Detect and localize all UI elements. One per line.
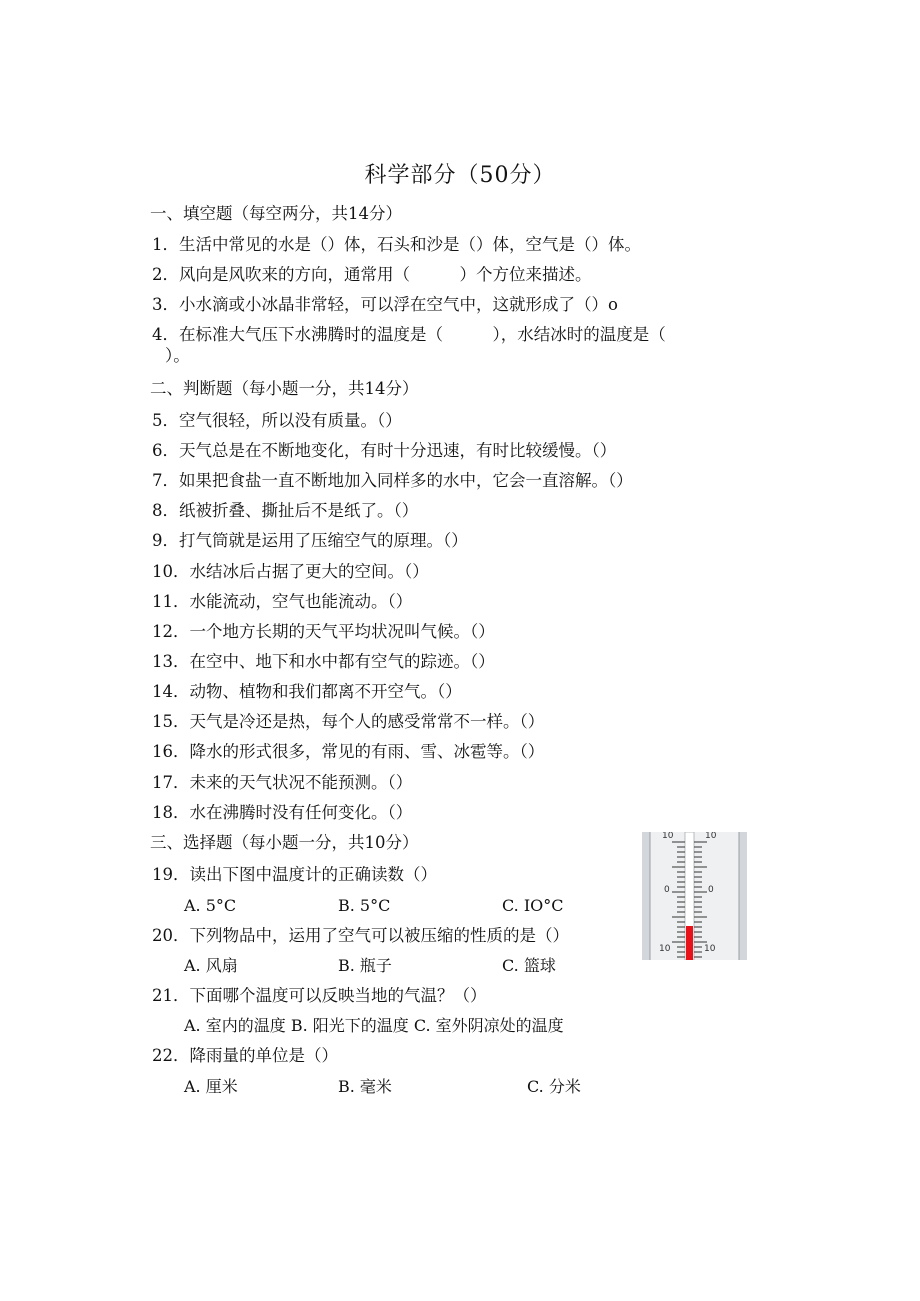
- section-heading-judge: 二、判断题（每小题一分，共14分）: [150, 379, 419, 398]
- question-17: 17．未来的天气状况不能预测。（）: [152, 773, 413, 792]
- option-20-a: A. 风扇: [184, 956, 238, 975]
- question-16: 16．降水的形式很多，常见的有雨、雪、冰雹等。（）: [152, 742, 545, 761]
- question-10: 10．水结冰后占据了更大的空间。（）: [152, 562, 429, 581]
- thermometer-figure: [642, 832, 747, 960]
- section-heading-choice: 三、选择题（每小题一分，共10分）: [150, 833, 419, 852]
- option-19-c: C. IO°C: [502, 896, 564, 915]
- question-7: 7．如果把食盐一直不断地加入同样多的水中，它会一直溶解。（）: [152, 471, 633, 490]
- question-18: 18．水在沸腾时没有任何变化。（）: [152, 803, 413, 822]
- question-2: 2．风向是风吹来的方向，通常用（ ）个方位来描述。: [152, 265, 592, 284]
- option-20-c: C. 篮球: [502, 956, 556, 975]
- option-22-b: B. 毫米: [338, 1077, 392, 1096]
- thermo-label-top: 10: [662, 832, 674, 841]
- option-22-a: A. 厘米: [184, 1077, 238, 1096]
- question-21: 21．下面哪个温度可以反映当地的气温？（）: [152, 986, 487, 1005]
- thermo-label-bottom-right: 10: [704, 944, 716, 954]
- question-1: 1．生活中常见的水是（）体，石头和沙是（）体，空气是（）体。: [152, 235, 641, 254]
- thermo-label-bottom: 10: [659, 944, 671, 954]
- question-12: 12．一个地方长期的天气平均状况叫气候。（）: [152, 622, 495, 641]
- section-heading-fill: 一、填空题（每空两分，共14分）: [150, 204, 402, 223]
- question-8: 8．纸被折叠、撕扯后不是纸了。（）: [152, 501, 419, 520]
- question-5: 5．空气很轻，所以没有质量。（）: [152, 411, 402, 430]
- question-19: 19．读出下图中温度计的正确读数（）: [152, 865, 437, 884]
- question-9: 9．打气筒就是运用了压缩空气的原理。（）: [152, 531, 468, 550]
- option-19-b: B. 5°C: [338, 896, 391, 915]
- thermo-label-top-right: 10: [705, 832, 717, 841]
- thermo-label-zero-right: 0: [708, 885, 714, 895]
- question-4: 4．在标准大气压下水沸腾时的温度是（ ），水结冰时的温度是（: [152, 325, 666, 344]
- option-19-a: A. 5°C: [184, 896, 237, 915]
- thermo-label-zero: 0: [664, 885, 670, 895]
- page-title: 科学部分（50分）: [364, 163, 556, 188]
- question-4-cont: ）。: [165, 346, 190, 365]
- question-13: 13．在空中、地下和水中都有空气的踪迹。（）: [152, 652, 495, 671]
- question-14: 14．动物、植物和我们都离不开空气。（）: [152, 682, 462, 701]
- question-11: 11．水能流动，空气也能流动。（）: [152, 592, 413, 611]
- option-22-c: C. 分米: [527, 1077, 581, 1096]
- question-3: 3．小水滴或小冰晶非常轻，可以浮在空气中，这就形成了（）o: [152, 295, 618, 314]
- question-6: 6．天气总是在不断地变化，有时十分迅速，有时比较缓慢。（）: [152, 441, 617, 460]
- option-21-all: A. 室内的温度 B. 阳光下的温度 C. 室外阴凉处的温度: [184, 1016, 564, 1035]
- question-22: 22．降雨量的单位是（）: [152, 1046, 338, 1065]
- question-15: 15．天气是冷还是热，每个人的感受常常不一样。（）: [152, 712, 545, 731]
- question-20: 20．下列物品中，运用了空气可以被压缩的性质的是（）: [152, 926, 569, 945]
- thermometer-liquid: [686, 926, 693, 960]
- option-20-b: B. 瓶子: [338, 956, 392, 975]
- thermometer-image: [642, 832, 747, 960]
